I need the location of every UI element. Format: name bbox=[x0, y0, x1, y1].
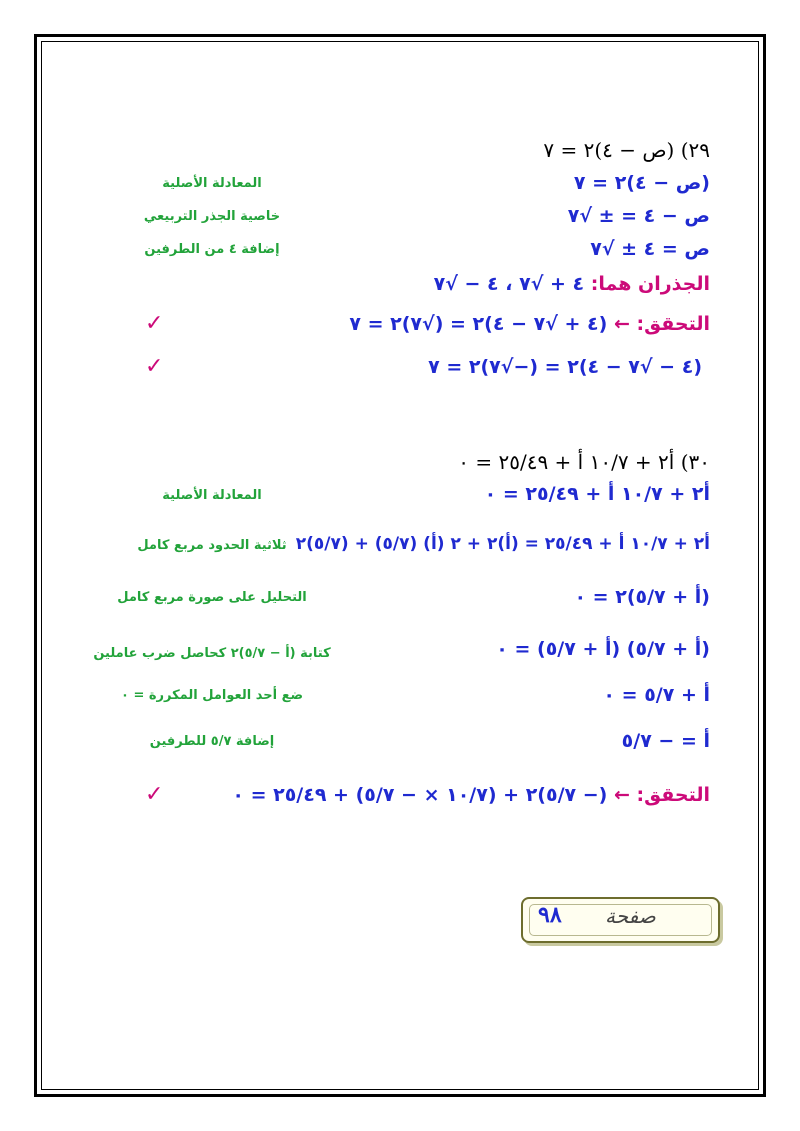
p30-step-5-note: ضع أحد العوامل المكررة = ٠ bbox=[120, 688, 304, 703]
p30-step-1-equation: أ٢ + ١٠/٧ أ + ٢٥/٤٩ = ٠ bbox=[484, 483, 710, 505]
p30-step-5-equation: أ + ٥/٧ = ٠ bbox=[603, 684, 710, 706]
p29-check-2: (٤ − √٧ − ٤)٢ = (−√٧)٢ = ٧ bbox=[428, 356, 702, 378]
p30-step-2-note: ثلاثية الحدود مربع كامل bbox=[137, 538, 287, 553]
problem-30-heading: ٣٠) أ٢ + ١٠/٧ أ + ٢٥/٤٩ = ٠ bbox=[458, 450, 710, 474]
p29-check-1 bbox=[349, 313, 710, 335]
check-mark-icon: ✓ bbox=[145, 354, 164, 379]
check-mark-icon: ✓ bbox=[145, 311, 164, 336]
p30-step-4-note: كتابة (أ − ٥/٧)٢ كحاصل ضرب عاملين bbox=[93, 646, 331, 661]
p30-step-6-equation: أ = − ٥/٧ bbox=[621, 730, 710, 752]
p29-step-3-equation: ص = ٤ ± √٧ bbox=[590, 238, 710, 260]
p30-step-1-note: المعادلة الأصلية bbox=[162, 488, 262, 503]
roots-label: الجذران هما: bbox=[590, 273, 710, 295]
p30-step-3-note: التحليل على صورة مربع كامل bbox=[117, 590, 307, 605]
check-label: التحقق: ← bbox=[613, 784, 710, 806]
p29-step-1-note: المعادلة الأصلية bbox=[162, 176, 262, 191]
p30-step-6-note: إضافة ٥/٧ للطرفين bbox=[149, 734, 275, 749]
p30-check bbox=[232, 784, 710, 806]
p29-roots bbox=[434, 273, 710, 295]
p29-step-1-equation: (ص − ٤)٢ = ٧ bbox=[573, 172, 710, 194]
page-number: ٩٨ bbox=[538, 902, 562, 928]
problem-29-heading: ٢٩) (ص − ٤)٢ = ٧ bbox=[543, 138, 710, 162]
p30-step-2-equation: أ٢ + ١٠/٧ أ + ٢٥/٤٩ = (أ)٢ + ٢ (أ) (٥/٧) + (٥/٧)٢ bbox=[295, 534, 710, 554]
p29-step-3-note: إضافة ٤ من الطرفين bbox=[144, 242, 280, 257]
check-expression: (− ٥/٧)٢ + (١٠/٧ × − ٥/٧) + ٢٥/٤٩ = ٠ bbox=[232, 784, 608, 806]
check-1-expression: (٤ + √٧ − ٤)٢ = (√٧)٢ = ٧ bbox=[349, 313, 608, 335]
p29-step-2-note: خاصية الجذر التربيعي bbox=[143, 209, 281, 224]
roots-value: ٤ + √٧ ، ٤ − √٧ bbox=[433, 273, 585, 295]
page-label: صفحة bbox=[605, 904, 656, 928]
check-mark-icon: ✓ bbox=[145, 782, 164, 807]
p29-step-2-equation: ص − ٤ = ± √٧ bbox=[567, 205, 710, 227]
check-label: التحقق: ← bbox=[613, 313, 710, 335]
p30-step-3-equation: (أ + ٥/٧)٢ = ٠ bbox=[574, 586, 710, 608]
p30-step-4-equation: (أ + ٥/٧) (أ + ٥/٧) = ٠ bbox=[496, 638, 710, 660]
